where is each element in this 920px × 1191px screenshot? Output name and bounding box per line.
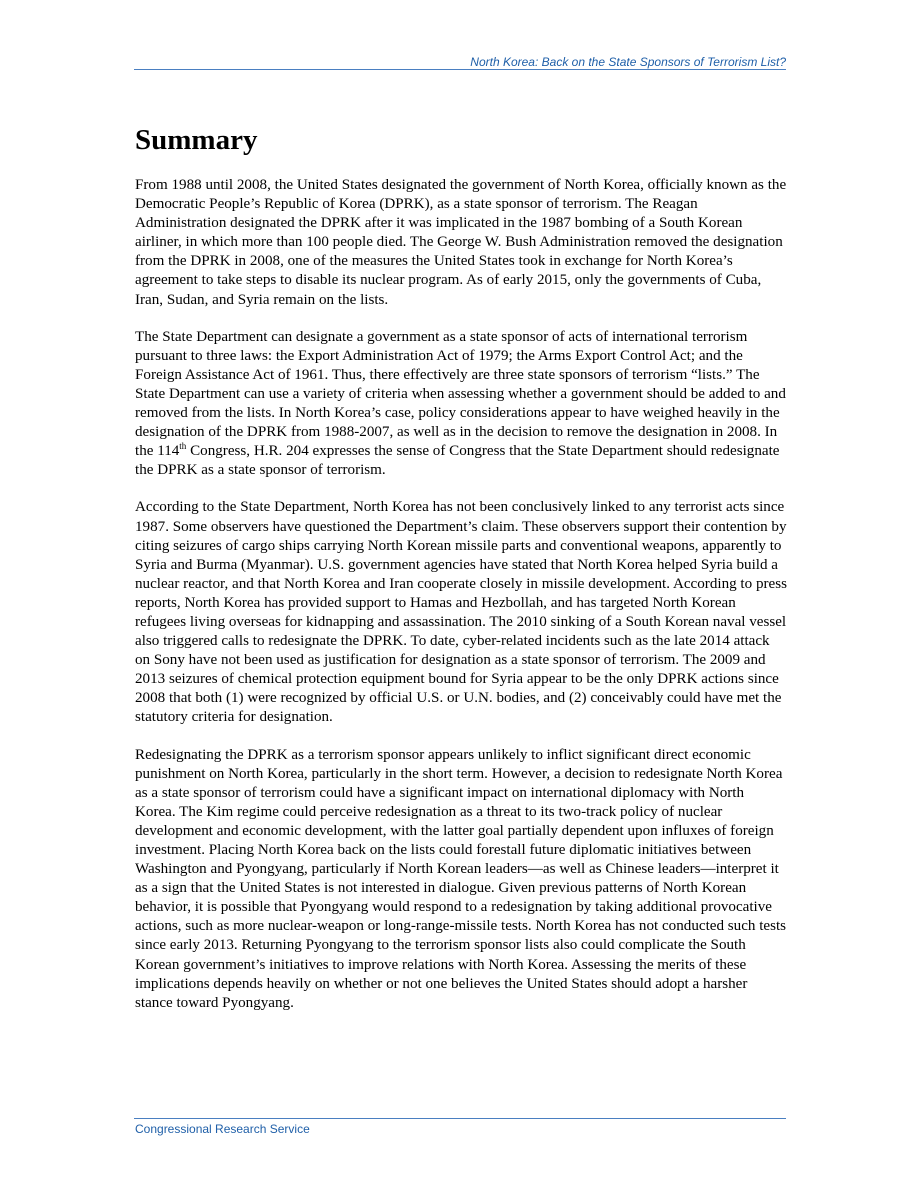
summary-paragraph-1: From 1988 until 2008, the United States designated the government of North Korea, officially known as the Democratic People’s Republic of Korea (DPRK), as a state sponsor of terrorism. The Reagan Administration designated the DPRK after it was implicated in the 1987 bombing of a South Korean airliner, in which more than 100 people died. The George W. Bush Administration removed the designation from the DPRK in 2008, one of the measures the United States took in exchange for North Korea’s agreement to take steps to disable its nuclear program. As of early 2015, only the governments of Cuba, Iran, Sudan, and Syria remain on the lists. — [135, 177, 787, 308]
header-divider — [134, 69, 786, 70]
footer-source: Congressional Research Service — [135, 1122, 310, 1136]
paragraph-2-text-after: Congress, H.R. 204 expresses the sense of Congress that the State Department should redesignate the DPRK as a state sponsor of terrorism. — [135, 443, 780, 479]
page-title: Summary — [135, 124, 258, 156]
ordinal-superscript: th — [179, 441, 187, 452]
footer-divider — [134, 1118, 786, 1119]
summary-body — [135, 176, 787, 1031]
paragraph-2-text-before: The State Department can designate a government as a state sponsor of acts of international terrorism pursuant to three laws: the Export Administration Act of 1979; the Arms Export Control Act; and the Foreign Assistance Act of 1961. Thus, there effectively are three state sponsors of terrorism “lists.” The State Department can use a variety of criteria when assessing whether a government should be added to and removed from the lists. In North Korea’s case, policy considerations appear to have weighed heavily in the designation of the DPRK from 1988-2007, as well as in the decision to remove the designation in 2008. In the 114 — [135, 328, 786, 460]
summary-paragraph-2 — [135, 328, 787, 481]
summary-paragraph-4: Redesignating the DPRK as a terrorism sponsor appears unlikely to inflict significant direct economic punishment on North Korea, particularly in the short term. However, a decision to redesignate North Korea as a state sponsor of terrorism could have a significant impact on international diplomacy with North Korea. The Kim regime could perceive redesignation as a threat to its two-track policy of nuclear development and economic development, with the latter goal partially dependent upon influxes of foreign investment. Placing North Korea back on the lists could forestall future diplomatic initiatives between Washington and Pyongyang, particularly if North Korean leaders—as well as Chinese leaders—interpret it as a sign that the United States is not interested in dialogue. Given previous patterns of North Korean behavior, it is possible that Pyongyang would respond to a redesignation by taking additional provocative actions, such as more nuclear-weapon or long-range-missile tests. North Korea has not conducted such tests since early 2013. Returning Pyongyang to the terrorism sponsor lists also could complicate the South Korean government’s initiatives to improve relations with North Korea. Assessing the merits of these implications depends heavily on whether or not one believes the United States should adopt a harsher stance toward Pyongyang. — [135, 746, 787, 1011]
summary-paragraph-3: According to the State Department, North Korea has not been conclusively linked to any terrorist acts since 1987. Some observers have questioned the Department’s claim. These observers support their contention by citing seizures of cargo ships carrying North Korean missile parts and conventional weapons, apparently to Syria and Burma (Myanmar). U.S. government agencies have stated that North Korea helped Syria build a nuclear reactor, and that North Korea and Iran cooperate closely in missile development. According to press reports, North Korea has provided support to Hamas and Hezbollah, and has targeted North Korean refugees living overseas for kidnapping and assassination. The 2010 sinking of a South Korean naval vessel also triggered calls to redesignate the DPRK. To date, cyber-related incidents such as the late 2014 attack on Sony have not been used as justification for designation as a state sponsor of terrorism. The 2009 and 2013 seizures of chemical protection equipment bound for Syria appear to be the only DPRK actions since 2008 that both (1) were recognized by official U.S. or U.N. bodies, and (2) conceivably could have met the statutory criteria for designation. — [135, 499, 787, 726]
running-header: North Korea: Back on the State Sponsors of Terrorism List? — [470, 55, 786, 69]
